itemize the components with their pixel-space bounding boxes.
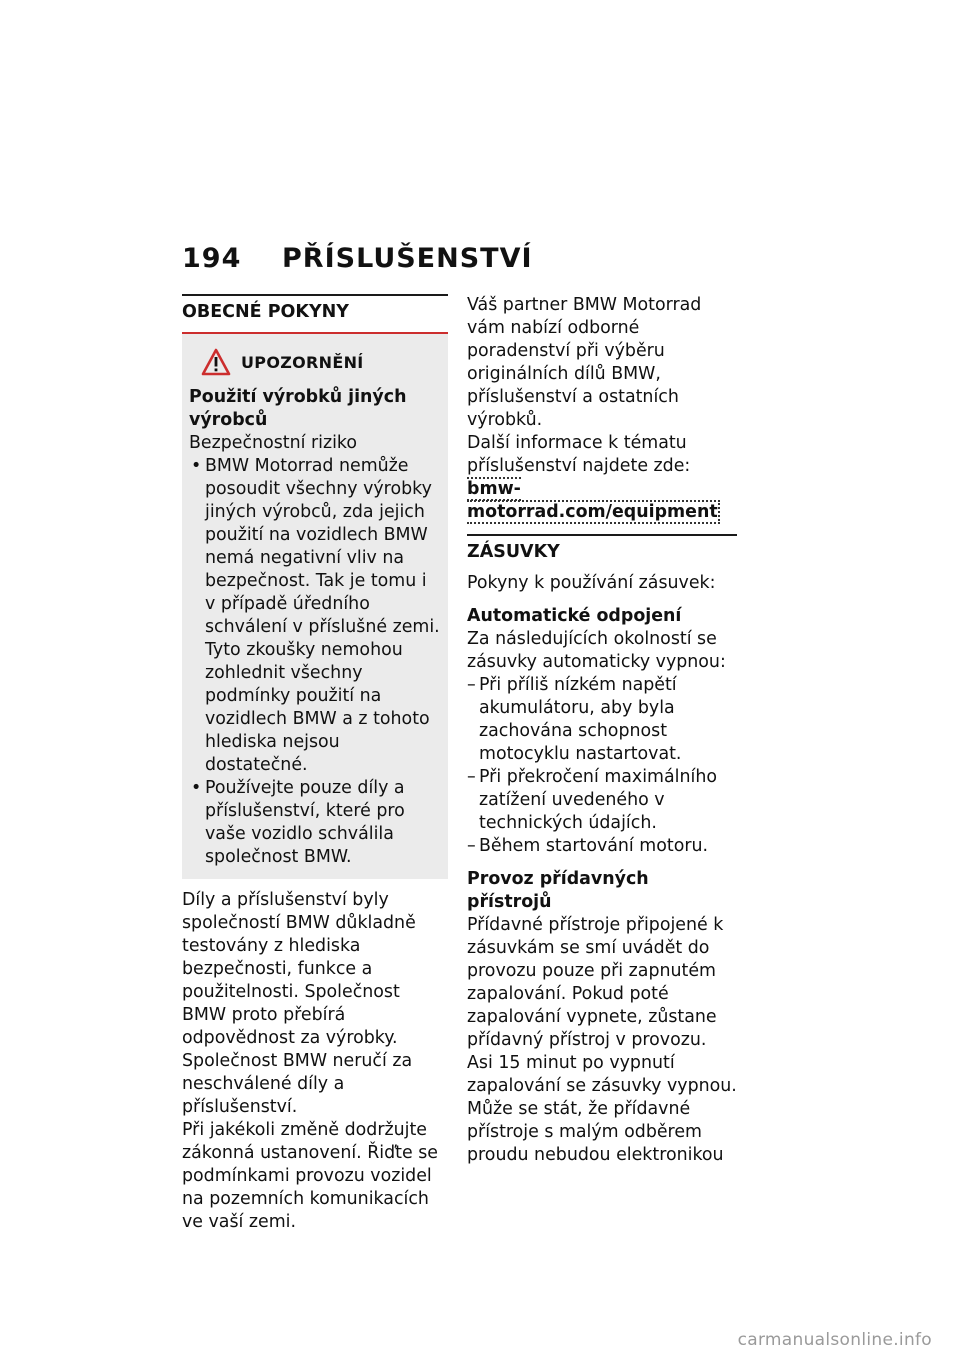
warning-triangle-icon <box>201 348 231 376</box>
subheading-accessories: Provoz přídavných přístrojů <box>467 869 649 912</box>
list-item: • Používejte pouze díly a příslušenství, které pro vaše vozidlo schválila společnost BMW. <box>191 778 405 867</box>
list-item: – Při příliš nízkém napětí akumulátoru, aby byla zachována schopnost motocyklu nastartovat. <box>467 675 682 764</box>
chapter-title: PŘÍSLUŠENSTVÍ <box>282 243 533 274</box>
page-header <box>182 243 533 274</box>
paragraph: Díly a příslušenství byly společností BMW důkladně testovány z hlediska bezpečnosti, funkce a použitelnosti. Společnost BMW proto přebírá odpovědnost za výrobky. Společnost BMW neručí za neschválené díly a příslušenství. <box>182 890 416 1117</box>
section-title-general: OBECNÉ POKYNY <box>182 302 349 322</box>
warning-bullets <box>189 455 440 869</box>
paragraph: Váš partner BMW Motorrad vám nabízí odborné poradenství při výběru originálních dílů BMW, příslušenství a ostatních výrobků. <box>467 295 702 430</box>
watermark: carmanualsonline.info <box>737 1330 932 1350</box>
paragraph: Další informace k tématu příslušenství najdete zde: <box>467 433 691 476</box>
section-title-sockets: ZÁSUVKY <box>467 542 560 562</box>
list-item: – Během startování motoru. <box>467 836 709 856</box>
list-item: – Při překročení maximálního zatížení uvedeného v technických údajích. <box>467 767 717 833</box>
paragraph: Za následujících okolností se zásuvky automaticky vypnou: <box>467 629 726 672</box>
warning-title: UPOZORNĚNÍ <box>241 352 364 372</box>
equipment-link[interactable]: bmw-motorrad.com/equipment <box>467 479 718 522</box>
paragraph: Při jakékoli změně dodržujte zákonná ustanovení. Řiďte se podmínkami provozu vozidel na pozemních komunikacích ve vaší zemi. <box>182 1120 438 1232</box>
warning-box <box>182 334 448 879</box>
warning-header <box>189 348 440 376</box>
auto-off-list <box>467 674 737 858</box>
warning-heading: Použití výrobků jiných výrobců <box>189 387 407 430</box>
sockets-intro: Pokyny k používání zásuvek: <box>467 573 716 593</box>
subheading-auto-off: Automatické odpojení <box>467 606 682 626</box>
paragraph: Může se stát, že přídavné přístroje s malým odběrem proudu nebudou elektronikou <box>467 1099 724 1165</box>
page-number: 194 <box>182 243 242 274</box>
list-item: • BMW Motorrad nemůže posoudit všechny výrobky jiných výrobců, zda jejich použití na vozidlech BMW nemá negativní vliv na bezpečnost. Tak je tomu i v případě úředního schválení v příslušné zemi. Tyto zkoušky nemohou zohlednit všechny podmínky použití na vozidlech BMW a z tohoto hlediska nejsou dostatečné. <box>191 456 440 775</box>
right-column <box>467 294 737 1167</box>
left-column <box>182 294 448 1234</box>
warning-subheading: Bezpečnostní riziko <box>189 433 358 453</box>
paragraph: Přídavné přístroje připojené k zásuvkám se smí uvádět do provozu pouze při zapnutém zapalování. Pokud poté zapalování vypnete, zůstane přídavný přístroj v provozu. Asi 15 minut po vypnutí zapalování se zásuvky vypnou. <box>467 915 737 1096</box>
